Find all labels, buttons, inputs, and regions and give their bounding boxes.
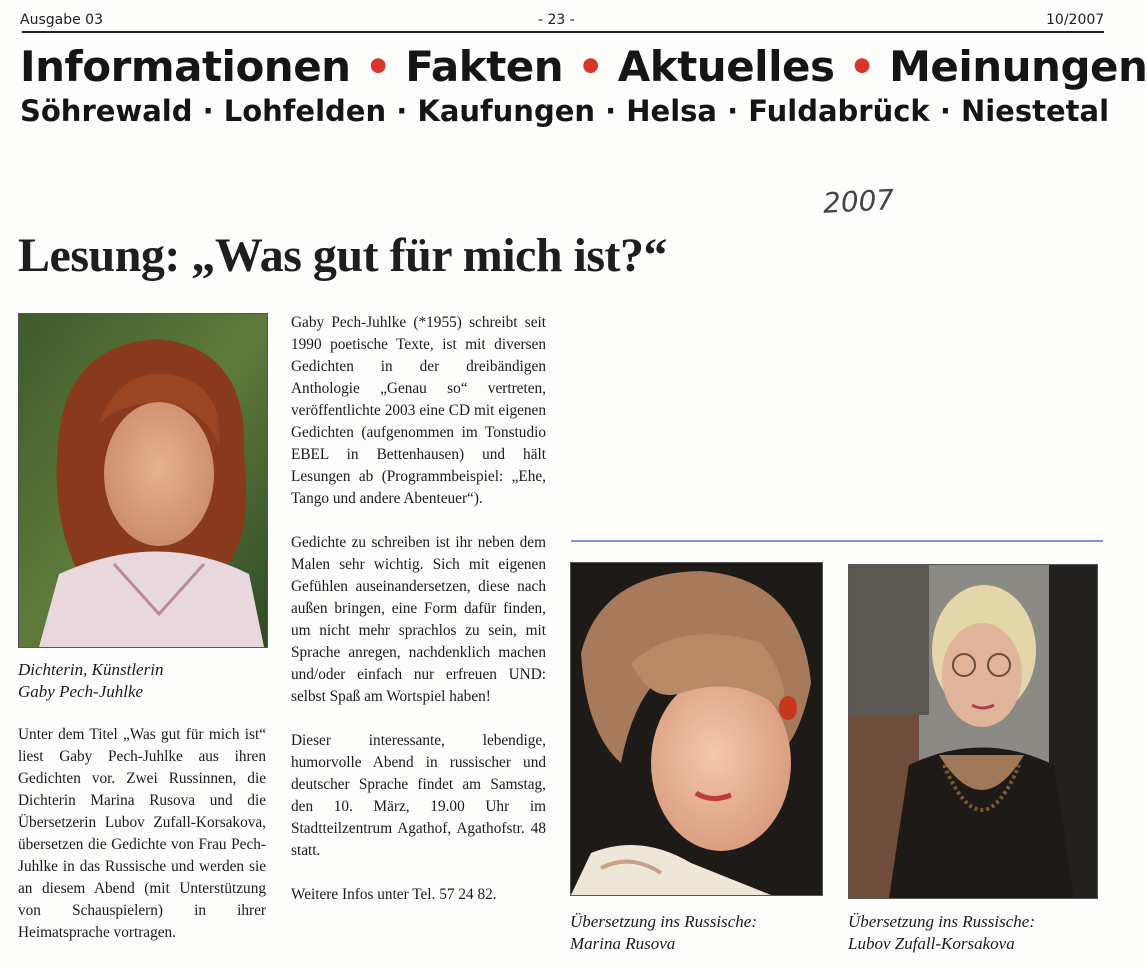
bullet-icon: · (202, 94, 214, 128)
photo3-caption (848, 911, 1108, 955)
page-number: - 23 - (538, 12, 575, 28)
photo-lubov-zufall-korsakova (848, 564, 1098, 899)
caption-line: Gaby Pech-Juhlke (18, 682, 144, 701)
section-rule (571, 540, 1103, 542)
topic-fakten: Fakten (405, 42, 564, 91)
photo1-caption (18, 659, 268, 703)
caption-line: Übersetzung ins Russische: (570, 912, 757, 931)
header-topics (20, 42, 1147, 91)
town-fuldabrueck: Fuldabrück (748, 94, 930, 128)
caption-line: Marina Rusova (570, 934, 676, 953)
photo-gaby-pech-juhlke (18, 313, 268, 648)
issue-date: 10/2007 (1046, 12, 1105, 28)
bullet-icon: · (605, 94, 617, 128)
topic-aktuelles: Aktuelles (617, 42, 835, 91)
paragraph: Gedichte zu schreiben ist ihr neben dem Malen sehr wichtig. Sich mit eigenen Gefühlen auseinandersetzen, diese nach außen bringen, eine Form dafür finden, um nicht mehr sprachlos zu sein, mit Sprache anregen, nachdenklich machen und/oder einfach nur erfreuen UND: selbst Spaß am Wortspiel haben! (291, 534, 546, 705)
header-rule (22, 31, 1104, 33)
paragraph: Weitere Infos unter Tel. 57 24 82. (291, 886, 497, 903)
issue-label: Ausgabe 03 (20, 12, 103, 28)
topic-meinungen: Meinungen (889, 42, 1147, 91)
handwritten-year: 2007 (822, 183, 896, 220)
town-soehrewald: Söhrewald (20, 94, 193, 128)
paragraph: Gaby Pech-Juhlke (*1955) schreibt seit 1990 poetische Texte, ist mit diversen Gedichten in der dreibändigen Anthologie „Genau so“ vertreten, veröffentlichte 2003 eine CD mit eigenen Gedichten (aufgenommen im Tonstudio EBEL in Bettenhausen) und hält Lesungen ab (Programmbeispiel: „Ehe, Tango und andere Abenteuer“). (291, 314, 546, 507)
red-bullet-icon: • (848, 42, 875, 91)
header-towns (20, 94, 1109, 128)
red-bullet-icon: • (577, 42, 604, 91)
town-kaufungen: Kaufungen (417, 94, 596, 128)
town-niestetal: Niestetal (960, 94, 1110, 128)
paragraph: Dieser interessante, lebendige, humorvolle Abend in russischer und deutscher Sprache findet am Samstag, den 10. März, 19.00 Uhr im Stadtteilzentrum Agathof, Agathofstr. 48 statt. (291, 732, 546, 859)
article-column-1: Unter dem Titel „Was gut für mich ist“ liest Gaby Pech-Juhlke aus ihren Gedichten vor. Zwei Russinnen, die Dichterin Marina Rusova und die Übersetzerin Lubov Zufall-Korsakova, übersetzen die Gedichte von Frau Pech-Juhlke in das Russische und werden sie an diesem Abend (mit Unterstützung von Schauspielern) in ihrer Heimatsprache vortragen. (18, 726, 266, 941)
caption-line: Lubov Zufall-Korsakova (848, 934, 1015, 953)
article-headline: Lesung: „Was gut für mich ist?“ (18, 229, 668, 282)
photo2-caption (570, 911, 830, 955)
bullet-icon: · (939, 94, 951, 128)
bullet-icon: · (396, 94, 408, 128)
caption-line: Dichterin, Künstlerin (18, 660, 164, 679)
caption-line: Übersetzung ins Russische: (848, 912, 1035, 931)
town-helsa: Helsa (626, 94, 717, 128)
red-bullet-icon: • (364, 42, 392, 91)
town-lohfelden: Lohfelden (223, 94, 387, 128)
photo-marina-rusova (570, 562, 823, 896)
article-column-2 (291, 312, 546, 928)
bullet-icon: · (727, 94, 739, 128)
topic-informationen: Informationen (20, 42, 351, 91)
